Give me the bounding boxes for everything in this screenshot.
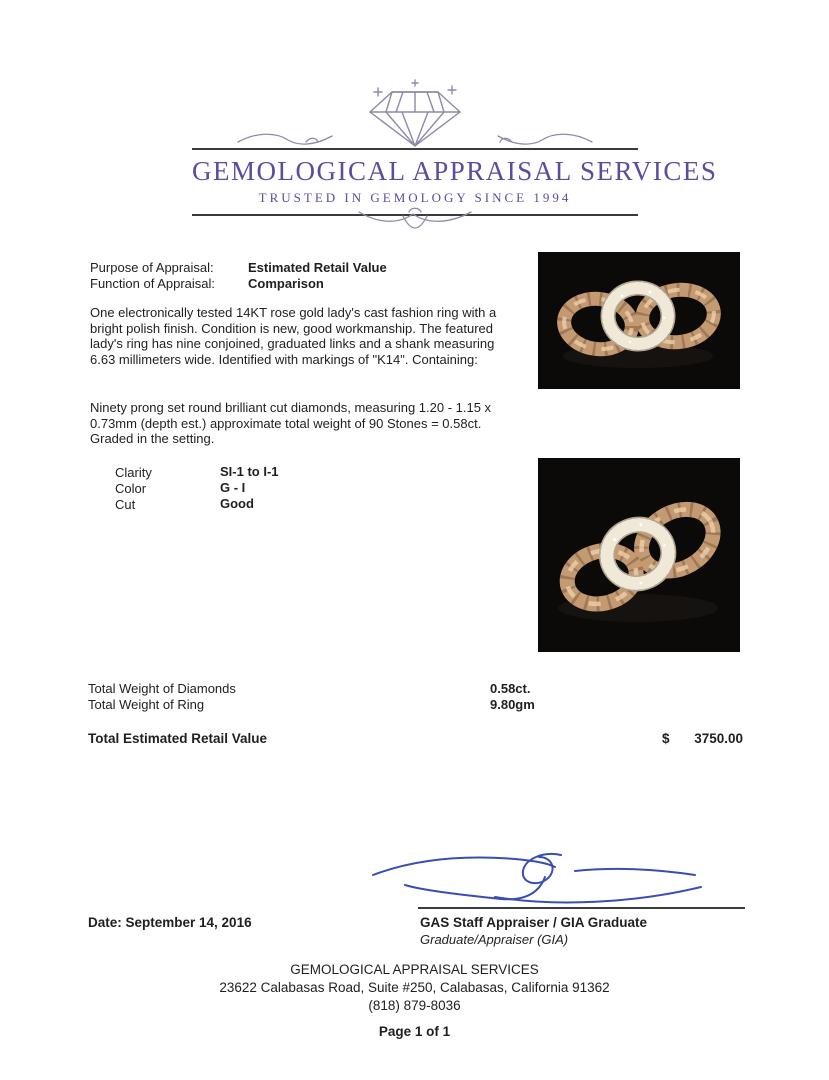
clarity-label: Clarity [115, 465, 152, 480]
footer-phone: (818) 879-8036 [368, 998, 461, 1013]
weight-diamonds-label: Total Weight of Diamonds [88, 681, 236, 696]
cut-value: Good [220, 496, 254, 511]
org-title: GEMOLOGICAL APPRAISAL SERVICES [192, 156, 718, 186]
bottom-flourish-icon [355, 204, 475, 230]
appraiser-title: GAS Staff Appraiser / GIA Graduate [420, 915, 648, 930]
function-label: Function of Appraisal: [90, 276, 216, 291]
weight-ring-label: Total Weight of Ring [88, 697, 205, 712]
retail-amount: 3750.00 [694, 731, 743, 746]
ring-photo-bottom [538, 458, 740, 652]
retail-value-label: Total Estimated Retail Value [88, 731, 268, 746]
ring-illustration-top [538, 252, 740, 389]
org-tagline: TRUSTED IN GEMOLOGY SINCE 1994 [258, 190, 572, 205]
ring-photo-top [538, 252, 740, 389]
weight-ring-value: 9.80gm [490, 697, 535, 712]
left-flourish-icon [236, 128, 336, 150]
color-value: G - I [220, 480, 246, 495]
diamond-logo-icon [340, 78, 490, 150]
cut-label: Cut [115, 497, 136, 512]
purpose-label: Purpose of Appraisal: [90, 260, 214, 275]
appraiser-subtitle: Graduate/Appraiser (GIA) [420, 932, 569, 947]
purpose-value: Estimated Retail Value [248, 260, 387, 275]
appraisal-date: Date: September 14, 2016 [88, 915, 252, 930]
right-flourish-icon [494, 128, 594, 150]
signature-rule [418, 907, 745, 909]
description-paragraph-1: One electronically tested 14KT rose gold lady's cast fashion ring with a bright polish finish. Condition is new, good workmanship. The featured lady's ring has nine conjoined, graduated links and a shank measuring 6.63 millimeters wide. Identified with markings of "K14". Containing: [90, 305, 497, 367]
color-label: Color [115, 481, 147, 496]
clarity-value: SI-1 to I-1 [220, 464, 279, 479]
weight-diamonds-value: 0.58ct. [490, 681, 531, 696]
appraiser-signature-icon [365, 845, 710, 909]
ring-illustration-bottom [538, 458, 740, 652]
retail-currency: $ [662, 731, 670, 746]
footer-address: 23622 Calabasas Road, Suite #250, Calabasas, California 91362 [219, 980, 610, 995]
description-paragraph-2: Ninety prong set round brilliant cut diamonds, measuring 1.20 - 1.15 x 0.73mm (depth est.) approximate total weight of 90 Stones = 0.58ct. Graded in the setting. [90, 400, 492, 447]
footer-page-number: Page 1 of 1 [378, 1024, 451, 1039]
footer-org-name: GEMOLOGICAL APPRAISAL SERVICES [290, 962, 539, 977]
function-value: Comparison [248, 276, 324, 291]
grading-row [115, 496, 254, 514]
